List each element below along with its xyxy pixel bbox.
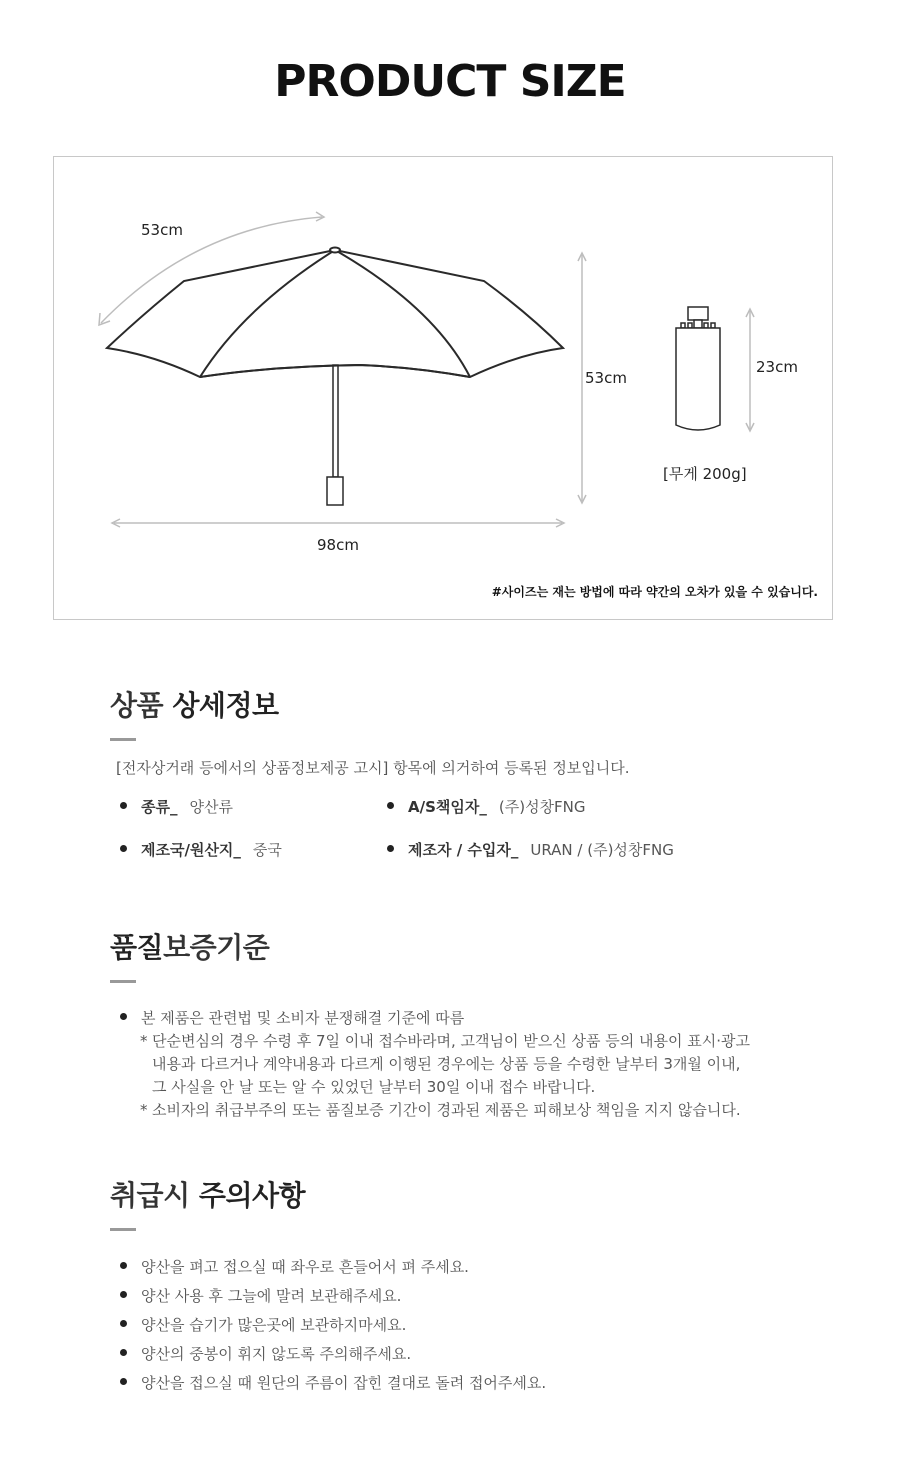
height-label: 53cm — [585, 369, 627, 387]
caution-title — [110, 1176, 810, 1216]
detail-description: [전자상거래 등에서의 상품정보제공 고시] 항목에 의거하여 등록된 정보입니다. — [116, 759, 630, 777]
quality-sub-1: * 단순변심의 경우 수령 후 7일 이내 접수바라며, 고객님이 받으신 상품 등의 내용이 표시·광고 — [140, 1032, 750, 1050]
list-item: 양산을 접으실 때 원단의 주름이 잡힌 결대로 돌려 접어주세요. — [110, 1369, 810, 1398]
open-umbrella — [107, 248, 563, 378]
info-item-as: A/S책임자_ (주)성창FNG — [387, 796, 586, 817]
size-note: #사이즈는 재는 방법에 따라 약간의 오차가 있을 수 있습니다. — [491, 585, 818, 599]
umbrella-handle — [327, 477, 343, 505]
quality-section — [110, 928, 810, 1122]
quality-sub-2: * 소비자의 취급부주의 또는 품질보증 기간이 경과된 제품은 피해보상 책임을 지지 않습니다. — [140, 1101, 741, 1119]
bullet-icon — [120, 1013, 127, 1020]
arc-length-label: 53cm — [141, 221, 183, 239]
list-item: 양산을 펴고 접으실 때 좌우로 흔들어서 펴 주세요. — [110, 1253, 810, 1282]
quality-sub-1-cont-1: 내용과 다르거나 계약내용과 다르게 이행된 경우에는 상품 등을 수령한 날부터 3개월 이내, — [152, 1055, 741, 1073]
detail-title-bold: 상세정보 — [172, 689, 279, 722]
section-divider — [110, 738, 136, 741]
section-divider — [110, 980, 136, 983]
size-diagram — [53, 156, 833, 620]
quality-main: 본 제품은 관련법 및 소비자 분쟁해결 기준에 따름 — [110, 1007, 810, 1030]
page-title: PRODUCT SIZE — [274, 56, 626, 107]
umbrella-shaft — [333, 365, 338, 477]
quality-title-light: 보증기준 — [163, 931, 270, 964]
bullet-icon — [120, 1349, 127, 1356]
bullet-icon — [120, 802, 127, 809]
folded-length-label: 23cm — [756, 358, 798, 376]
caution-list — [110, 1253, 810, 1398]
bullet-icon — [120, 1262, 127, 1269]
quality-title-bold: 품질 — [110, 931, 164, 964]
detail-title-light: 상품 — [110, 689, 164, 722]
caution-section — [110, 1176, 810, 1398]
bullet-icon — [387, 802, 394, 809]
list-item: 양산을 습기가 많은곳에 보관하지마세요. — [110, 1311, 810, 1340]
bullet-icon — [120, 845, 127, 852]
detail-section — [110, 686, 810, 896]
detail-info-grid — [110, 796, 810, 896]
caution-title-bold: 주의사항 — [198, 1179, 306, 1212]
quality-sub-1-cont-2: 그 사실을 안 날 또는 알 수 있었던 날부터 30일 이내 접수 바랍니다. — [152, 1078, 596, 1096]
quality-title — [110, 928, 810, 968]
info-item-type: 종류_ 양산류 — [120, 796, 233, 817]
list-item: 양산 사용 후 그늘에 말려 보관해주세요. — [110, 1282, 810, 1311]
folded-umbrella — [676, 307, 720, 430]
bullet-icon — [120, 1378, 127, 1385]
info-item-manufacturer: 제조자 / 수입자_ URAN / (주)성창FNG — [387, 839, 674, 860]
section-divider — [110, 1228, 136, 1231]
width-label: 98cm — [317, 536, 359, 554]
detail-title — [110, 686, 810, 726]
bullet-icon — [120, 1320, 127, 1327]
quality-list — [110, 1007, 810, 1122]
bullet-icon — [387, 845, 394, 852]
bullet-icon — [120, 1291, 127, 1298]
list-item: 양산의 중봉이 휘지 않도록 주의해주세요. — [110, 1340, 810, 1369]
info-item-origin: 제조국/원산지_ 중국 — [120, 839, 282, 860]
weight-label: [무게 200g] — [663, 465, 747, 483]
caution-title-light: 취급시 — [110, 1179, 190, 1212]
